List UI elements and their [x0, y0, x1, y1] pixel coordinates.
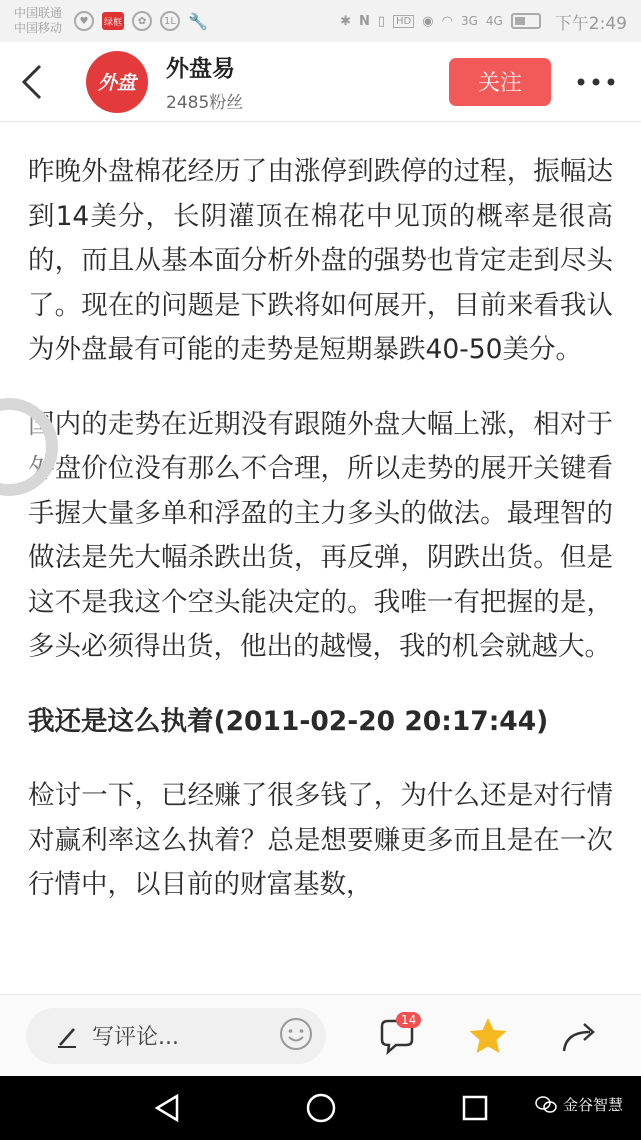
status-notification-icons	[74, 11, 208, 31]
battery-icon	[511, 13, 541, 29]
eye-icon: ◉	[422, 13, 434, 29]
back-button[interactable]	[0, 42, 64, 122]
article-paragraph: 昨晚外盘棉花经历了由涨停到跌停的过程，振幅达到14美分，长阴灌顶在棉花中见顶的概率是很高的，而且从基本面分析外盘的强势也肯定走到尽头了。现在的问题是下跌将如何展开，目前来看我认为外盘最有可能的走势是短期暴跌40-50美分。	[28, 156, 613, 365]
bottom-action-bar	[0, 994, 641, 1076]
fans-count: 2485粉丝	[166, 93, 244, 113]
account-name: 外盘易	[166, 56, 235, 82]
notification-paw-icon: ✿	[132, 11, 152, 31]
more-dots-icon	[577, 78, 615, 86]
signal-3g: 3G	[460, 14, 478, 28]
share-button[interactable]	[550, 1006, 610, 1066]
comment-button[interactable]	[366, 1006, 426, 1066]
favorite-button[interactable]	[458, 1006, 518, 1066]
chevron-left-icon	[20, 64, 44, 100]
emoji-button[interactable]	[278, 1016, 314, 1056]
article-subheading: 我还是这么执着(2011-02-20 20:17:44)	[28, 705, 549, 737]
article-paragraph: 国内的走势在近期没有跟随外盘大幅上涨，相对于外盘价位没有那么不合理，所以走势的展开关键看手握大量多单和浮盈的主力多头的做法。最理智的做法是先大幅杀跌出货，再反弹，阴跌出货。但是这不是我这个空头能决定的。我唯一有把握的是，多头必须得出货，他出的越慢，我的机会就越大。	[28, 408, 613, 662]
follow-button[interactable]: 关注	[449, 58, 551, 106]
carrier-2: 中国移动	[14, 21, 63, 35]
notification-circle-icon: 1L	[160, 11, 180, 31]
pen-icon	[54, 1023, 80, 1049]
signal-4g: 4G	[485, 14, 503, 28]
carrier-1: 中国联通	[14, 6, 63, 20]
watermark	[535, 1094, 623, 1115]
status-bar	[0, 0, 641, 42]
avatar-logo-text: 外盘	[97, 72, 136, 94]
watermark-text: 金谷智慧	[562, 1096, 623, 1114]
notification-heart-icon: ♥	[74, 11, 94, 31]
nfc-icon: N	[358, 13, 370, 29]
square-recent-icon[interactable]	[461, 1094, 489, 1122]
wrench-icon: 🔧	[188, 11, 208, 31]
star-icon	[467, 1015, 509, 1057]
emoji-icon	[278, 1016, 314, 1052]
comment-count-badge: 14	[396, 1012, 421, 1028]
notification-app-icon: 绿框	[102, 12, 124, 30]
clock: 下午2:49	[554, 13, 627, 34]
share-arrow-icon	[560, 1018, 600, 1054]
triangle-back-icon[interactable]	[152, 1093, 182, 1123]
circle-home-icon[interactable]	[305, 1092, 337, 1124]
article-paragraph: 检讨一下，已经赚了很多钱了，为什么还是对行情对赢利率这么执着？总是想要赚更多而且是在一次行情中，以目前的财富基数，	[28, 780, 613, 900]
status-system-icons	[340, 9, 627, 34]
article-header	[0, 42, 641, 122]
carrier-info	[14, 6, 62, 36]
vibrate-icon: ▯	[377, 13, 386, 29]
bluetooth-icon: ✱	[340, 13, 351, 29]
account-info[interactable]	[166, 50, 243, 113]
account-avatar[interactable]	[86, 51, 148, 113]
comment-placeholder: 写评论...	[92, 1025, 179, 1050]
article-body	[0, 122, 641, 994]
comment-input[interactable]	[26, 1008, 326, 1064]
wechat-icon	[535, 1096, 557, 1114]
more-button[interactable]	[551, 42, 641, 122]
wifi-icon: ◠	[441, 13, 453, 29]
hd-icon: HD	[393, 15, 414, 28]
